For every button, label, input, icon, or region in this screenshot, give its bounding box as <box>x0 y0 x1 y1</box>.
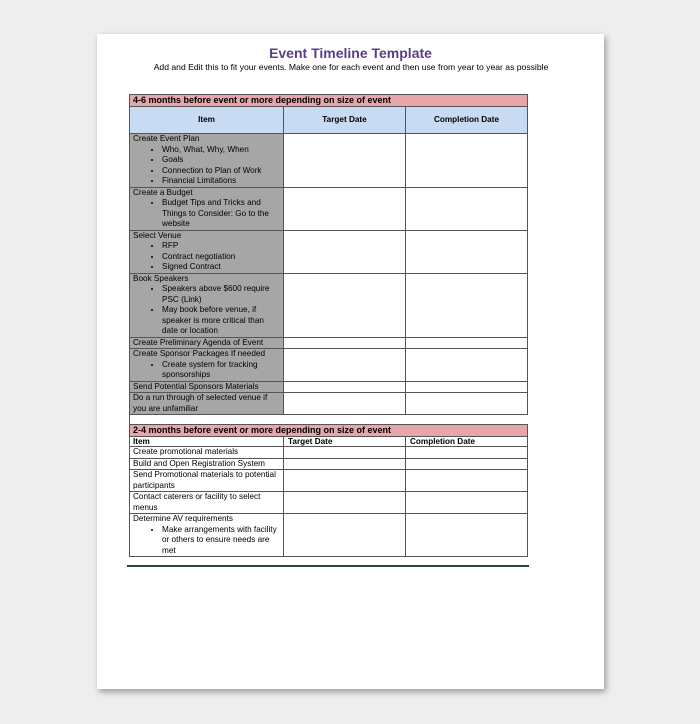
completion-date-cell[interactable] <box>406 470 528 492</box>
bullet-list <box>133 198 280 230</box>
target-date-cell[interactable] <box>284 273 406 337</box>
bullet-item: • Create system for tracking sponsorships <box>162 360 280 381</box>
item-label: Send Potential Sponsors Materials <box>133 381 259 391</box>
table-row <box>130 134 528 188</box>
item-cell <box>130 381 284 393</box>
item-label: Do a run through of selected venue if you are unfamiliar <box>133 393 268 413</box>
bullet-list <box>133 525 280 557</box>
bullet-item: • Financial Limitations <box>162 176 280 187</box>
bullet-item: • Speakers above $600 require PSC (Link) <box>162 284 280 305</box>
bullet-list <box>133 284 280 337</box>
target-date-cell[interactable] <box>284 230 406 273</box>
target-date-cell[interactable] <box>284 458 406 470</box>
target-date-cell[interactable] <box>284 393 406 415</box>
table-row <box>130 381 528 393</box>
item-cell <box>130 458 284 470</box>
completion-date-cell[interactable] <box>406 381 528 393</box>
item-cell <box>130 134 284 188</box>
completion-date-cell[interactable] <box>406 492 528 514</box>
completion-date-cell[interactable] <box>406 514 528 557</box>
item-cell <box>130 393 284 415</box>
bullet-item: • May book before venue, if speaker is more critical than date or location <box>162 305 280 337</box>
item-label: Book Speakers <box>133 273 189 283</box>
table-row <box>130 337 528 349</box>
table-row <box>130 470 528 492</box>
item-label: Build and Open Registration System <box>133 458 265 468</box>
completion-date-cell[interactable] <box>406 273 528 337</box>
table-row <box>130 514 528 557</box>
completion-date-cell[interactable] <box>406 458 528 470</box>
item-cell <box>130 187 284 230</box>
document-title: Event Timeline Template <box>269 45 432 61</box>
table-row <box>130 447 528 459</box>
section-heading: 2-4 months before event or more depending on size of event <box>130 425 528 437</box>
item-label: Determine AV requirements <box>133 514 233 523</box>
column-header-target-date: Target Date <box>284 107 406 134</box>
item-label: Create promotional materials <box>133 447 239 456</box>
spacer-row <box>130 415 528 425</box>
bullet-item: • Contract negotiation <box>162 252 280 263</box>
table-row <box>130 187 528 230</box>
completion-date-cell[interactable] <box>406 230 528 273</box>
column-header-completion-date: Completion Date <box>406 437 528 447</box>
column-header-target-date: Target Date <box>284 437 406 447</box>
completion-date-cell[interactable] <box>406 337 528 349</box>
bullet-item: • RFP <box>162 241 280 252</box>
item-cell <box>130 492 284 514</box>
completion-date-cell[interactable] <box>406 447 528 459</box>
item-label: Create Event Plan <box>133 134 200 143</box>
item-label: Contact caterers or facility to select menus <box>133 492 261 512</box>
item-label: Create a Budget <box>133 187 193 197</box>
completion-date-cell[interactable] <box>406 349 528 382</box>
target-date-cell[interactable] <box>284 470 406 492</box>
bullet-item: • Signed Contract <box>162 262 280 273</box>
item-label: Select Venue <box>133 230 182 240</box>
item-cell <box>130 514 284 557</box>
bullet-list <box>133 360 280 381</box>
bullet-item: • Budget Tips and Tricks and Things to Consider: Go to the website <box>162 198 280 230</box>
target-date-cell[interactable] <box>284 514 406 557</box>
target-date-cell[interactable] <box>284 337 406 349</box>
item-cell <box>130 230 284 273</box>
item-cell <box>130 447 284 459</box>
column-header-completion-date: Completion Date <box>406 107 528 134</box>
table-row <box>130 458 528 470</box>
target-date-cell[interactable] <box>284 447 406 459</box>
target-date-cell[interactable] <box>284 381 406 393</box>
document-subtitle: Add and Edit this to fit your events. Make one for each event and then use from year to year as possible <box>153 62 549 72</box>
bullet-item: • Connection to Plan of Work <box>162 166 280 177</box>
item-cell <box>130 273 284 337</box>
item-label: Create Sponsor Packages If needed <box>133 349 265 358</box>
table-row <box>130 273 528 337</box>
bullet-list <box>133 145 280 187</box>
column-header-item: Item <box>130 437 284 447</box>
item-label: Create Preliminary Agenda of Event <box>133 337 264 347</box>
completion-date-cell[interactable] <box>406 393 528 415</box>
item-cell <box>130 470 284 492</box>
bullet-item: • Make arrangements with facility or others to ensure needs are met <box>162 525 280 557</box>
bullet-item: • Who, What, Why, When <box>162 145 280 156</box>
completion-date-cell[interactable] <box>406 134 528 188</box>
document-page <box>97 34 604 689</box>
table-row <box>130 230 528 273</box>
target-date-cell[interactable] <box>284 349 406 382</box>
target-date-cell[interactable] <box>284 492 406 514</box>
column-header-item: Item <box>130 107 284 134</box>
bullet-list <box>133 241 280 273</box>
timeline-table-2-4-months <box>129 424 527 557</box>
section-heading: 4-6 months before event or more depending on size of event <box>130 95 528 107</box>
item-cell <box>130 349 284 382</box>
item-cell <box>130 337 284 349</box>
bottom-rule <box>127 565 529 567</box>
timeline-table-4-6-months <box>129 94 527 424</box>
table-row <box>130 393 528 415</box>
completion-date-cell[interactable] <box>406 187 528 230</box>
target-date-cell[interactable] <box>284 187 406 230</box>
table-row <box>130 492 528 514</box>
bullet-item: • Goals <box>162 155 280 166</box>
item-label: Send Promotional materials to potential participants <box>133 470 276 490</box>
target-date-cell[interactable] <box>284 134 406 188</box>
table-row <box>130 349 528 382</box>
spacer-cell <box>130 415 528 425</box>
